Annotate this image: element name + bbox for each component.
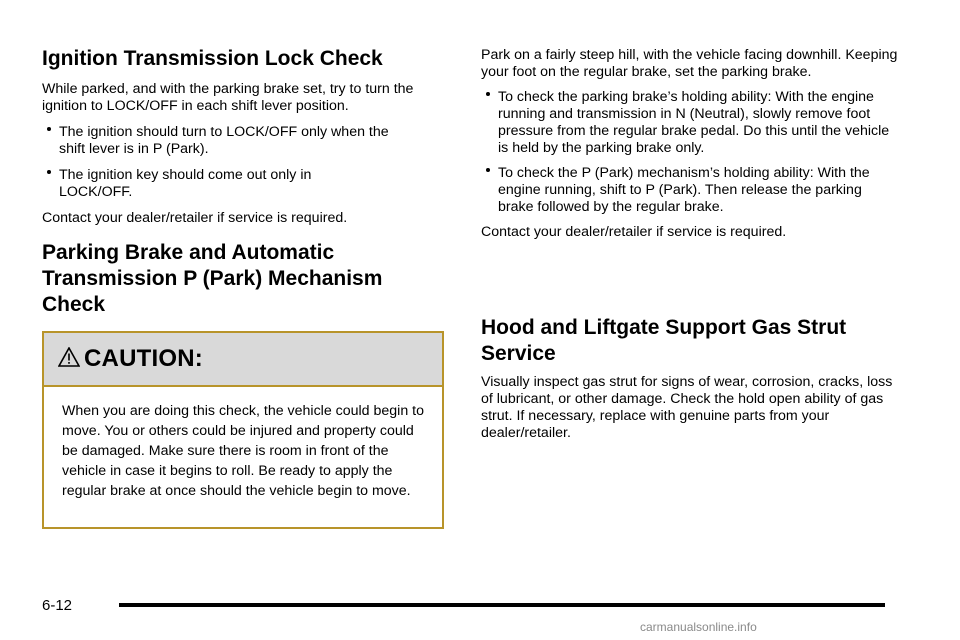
hood-heading-line-2: Service <box>481 342 556 365</box>
hood-body: Visually inspect gas strut for signs of wear, corrosion, cracks, loss of lubricant, or other damage. Check the hold open ability of gas strut. If necessary, replace with genuine parts from your dealer/retailer. <box>481 374 893 441</box>
warning-triangle-icon <box>58 347 80 372</box>
parking-contact: Contact your dealer/retailer if service is required. <box>481 224 787 240</box>
hood-heading <box>481 315 901 367</box>
hood-heading-line-1: Hood and Liftgate Support Gas Strut <box>481 316 847 339</box>
parking-bullet-2: To check the P (Park) mechanism’s holding ability: With the engine running, shift to P (Park). Then release the parking brake followed by the regular brake. <box>481 165 901 216</box>
caution-header <box>44 333 442 387</box>
parking-bullet-1: To check the parking brake’s holding ability: With the engine running and transmission in N (Neutral), slowly remove foot pressure from the regular brake pedal. Do this until the vehicle is held by the parking brake only. <box>481 89 901 157</box>
ignition-intro: While parked, and with the parking brake set, try to turn the ignition to LOCK/OFF in each shift lever position. <box>42 81 414 114</box>
ignition-bullet-2: The ignition key should come out only in LOCK/OFF. <box>42 167 447 201</box>
ignition-bullet-1: The ignition should turn to LOCK/OFF only when the shift lever is in P (Park). <box>42 124 447 158</box>
parking-intro: Park on a fairly steep hill, with the vehicle facing downhill. Keeping your foot on the regular brake, set the parking brake. <box>481 47 898 80</box>
caution-title: CAUTION: <box>84 345 203 372</box>
parking-heading-line-2: Transmission P (Park) Mechanism <box>42 267 383 290</box>
page-number: 6-12 <box>42 597 73 614</box>
footer-rule <box>119 603 885 607</box>
parking-check-section <box>481 47 901 241</box>
parking-heading-line-1: Parking Brake and Automatic <box>42 241 335 264</box>
caution-box <box>42 331 444 529</box>
parking-heading-line-3: Check <box>42 293 106 316</box>
hood-section <box>481 374 901 442</box>
ignition-section <box>42 81 447 227</box>
caution-body: When you are doing this check, the vehicle could begin to move. You or others could be injured and property could be damaged. Make sure there is room in front of the vehicle in case it begins to roll. Be ready to apply the regular brake at once should the vehicle begin to move. <box>62 403 425 499</box>
ignition-lock-heading: Ignition Transmission Lock Check <box>42 47 383 70</box>
parking-heading <box>42 240 447 318</box>
ignition-contact: Contact your dealer/retailer if service is required. <box>42 210 348 226</box>
watermark: carmanualsonline.info <box>640 620 757 634</box>
